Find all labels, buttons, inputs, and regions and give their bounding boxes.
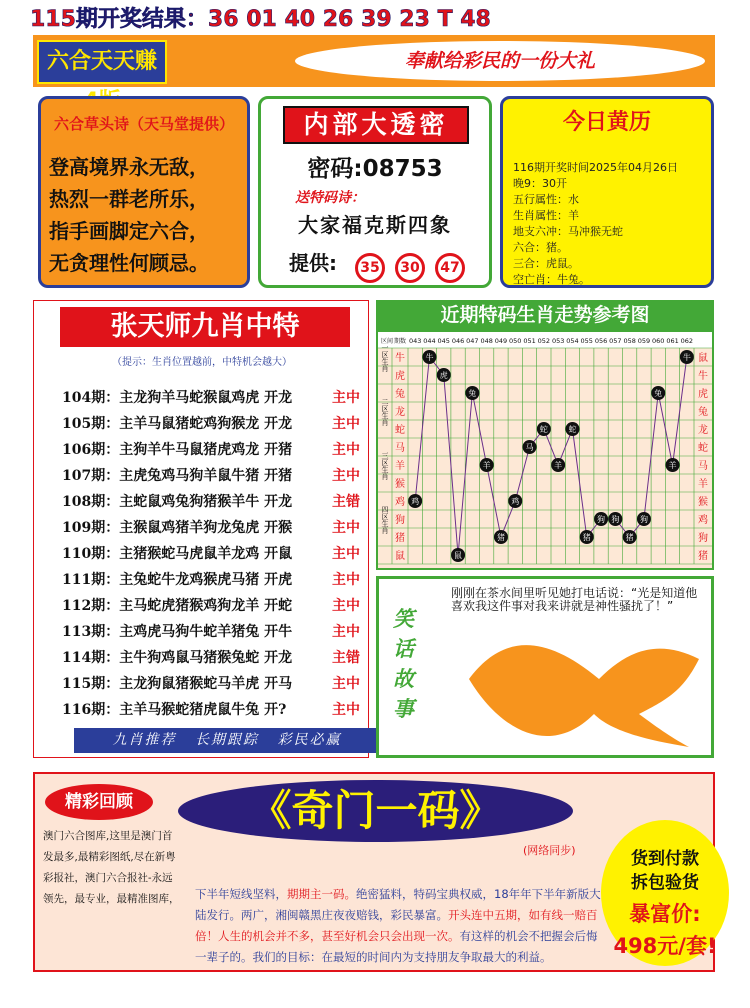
price-value: 498元/套! bbox=[613, 934, 717, 958]
poem-line: 无贪理性何顾忌。 bbox=[49, 251, 209, 275]
trend-point-label: 羊 bbox=[554, 461, 563, 470]
almanac-line: 地支六冲：马冲猴无蛇 bbox=[513, 225, 623, 238]
prediction-text: 111期：主兔蛇牛龙鸡猴虎马猪 开虎 bbox=[62, 572, 293, 588]
trend-point-label: 鼠 bbox=[454, 551, 463, 560]
prediction-row bbox=[62, 387, 360, 407]
corner-label: 区间 bbox=[381, 338, 394, 345]
trend-chart-area bbox=[378, 332, 712, 568]
right-label: 龙 bbox=[698, 425, 708, 436]
zone-label: 一区生肖 bbox=[381, 344, 389, 372]
prediction-text: 110期：主猪猴蛇马虎鼠羊龙鸡 开鼠 bbox=[62, 546, 293, 562]
right-label: 鸡 bbox=[698, 515, 708, 526]
period-tick: 056 bbox=[594, 337, 608, 345]
prediction-text: 106期：主狗羊牛马鼠猪虎鸡龙 开猪 bbox=[62, 442, 293, 458]
prediction-text: 114期：主牛狗鸡鼠马猪猴兔蛇 开龙 bbox=[62, 650, 293, 666]
number-ball: 47 bbox=[435, 253, 465, 283]
trend-point-label: 虎 bbox=[439, 371, 448, 380]
right-label: 鼠 bbox=[698, 353, 708, 364]
right-label: 虎 bbox=[698, 389, 708, 400]
trend-point-label: 兔 bbox=[468, 389, 477, 398]
right-label: 马 bbox=[698, 461, 708, 472]
prediction-result: 主中 bbox=[332, 390, 360, 406]
period-tick: 059 bbox=[637, 337, 651, 345]
promo-body bbox=[195, 884, 605, 968]
prediction-result: 主中 bbox=[332, 572, 360, 588]
prediction-row bbox=[62, 595, 360, 615]
promo-body-part: 有这样的机会不把握会后悔一辈子的。我们的目标：在最短的时间内为支持朋友争取最大的利益。 bbox=[195, 929, 598, 964]
trend-point-label: 羊 bbox=[668, 461, 677, 470]
period-tick: 054 bbox=[566, 337, 579, 345]
nine-zodiac-title: 张天师九肖中特 bbox=[60, 307, 350, 347]
period-label: 期数 bbox=[394, 338, 407, 345]
trend-point-label: 鸡 bbox=[411, 497, 420, 506]
edition-title: 六合天天赚 bbox=[37, 40, 167, 84]
prediction-row bbox=[62, 465, 360, 485]
almanac-line: 116期开奖时间2025年04月26日 bbox=[513, 161, 678, 174]
prediction-row bbox=[62, 569, 360, 589]
almanac-line: 六合：猪。 bbox=[513, 241, 568, 254]
promo-body-part: 期期主一码。 bbox=[287, 887, 356, 901]
period-tick: 044 bbox=[423, 337, 436, 345]
trend-point-label: 蛇 bbox=[539, 425, 548, 434]
trend-point-label: 兔 bbox=[654, 389, 663, 398]
prediction-result: 主中 bbox=[332, 598, 360, 614]
promo-body-part: 开头连中五期，如有线一赔百倍！人生的机会并不多，甚至好机会只会出现一次。 bbox=[195, 908, 598, 943]
period-tick: 045 bbox=[437, 337, 450, 345]
prediction-text: 115期：主龙狗鼠猪猴蛇马羊虎 开马 bbox=[62, 676, 293, 692]
period-tick: 058 bbox=[623, 337, 636, 345]
nine-zodiac-panel bbox=[33, 300, 369, 758]
row-label: 龙 bbox=[395, 407, 405, 418]
period-tick: 043 bbox=[408, 337, 422, 345]
trend-chart-panel bbox=[376, 300, 714, 570]
trend-point-label: 蛇 bbox=[568, 425, 577, 434]
poem-line: 登高境界永无敌， bbox=[49, 155, 209, 179]
row-label: 猪 bbox=[395, 533, 405, 544]
promo-left-text: 澳门六合图库,这里是澳门首发最多,最精彩图纸,尽在新粤彩报社，澳门六合报社-永远领先，最专业，最精准图库， bbox=[43, 830, 180, 905]
right-label: 蛇 bbox=[698, 443, 708, 454]
right-label: 狗 bbox=[698, 533, 708, 544]
almanac-line: 五行属性：水 bbox=[513, 193, 579, 206]
prediction-text: 109期：主猴鼠鸡猪羊狗龙兔虎 开猴 bbox=[62, 520, 293, 536]
period-tick: 048 bbox=[480, 337, 493, 345]
prediction-result: 主中 bbox=[332, 676, 360, 692]
story-text: 刚刚在茶水间里听见她打电话说：“光是知道他喜欢我这件事对我来讲就是神性骚扰了！” bbox=[451, 586, 698, 613]
right-label: 猴 bbox=[698, 497, 708, 508]
promo-panel bbox=[33, 772, 715, 972]
row-label: 兔 bbox=[395, 389, 405, 400]
poem-line: 热烈一群老所乐， bbox=[49, 187, 209, 211]
period-tick: 047 bbox=[466, 337, 479, 345]
prediction-result: 主中 bbox=[332, 546, 360, 562]
right-label: 兔 bbox=[698, 407, 708, 418]
row-label: 蛇 bbox=[395, 425, 405, 436]
promo-body-part: 下半年短线坚料， bbox=[195, 887, 287, 901]
price-label: 暴富价: bbox=[629, 902, 701, 926]
almanac-title: 今日黄历 bbox=[562, 109, 651, 135]
row-label: 猴 bbox=[395, 479, 405, 490]
trend-point-label: 羊 bbox=[482, 461, 491, 470]
prediction-result: 主中 bbox=[332, 624, 360, 640]
prediction-result: 主错 bbox=[332, 650, 360, 666]
number-ball: 35 bbox=[355, 253, 385, 283]
almanac-box bbox=[500, 96, 714, 288]
nine-zodiac-hint: （提示：生肖位置越前，中特机会越大） bbox=[112, 357, 292, 368]
prediction-result: 主中 bbox=[332, 442, 360, 458]
right-label: 羊 bbox=[698, 479, 708, 490]
inspect-label: 拆包验货 bbox=[631, 873, 699, 893]
period-tick: 055 bbox=[580, 337, 593, 345]
period-tick: 053 bbox=[551, 337, 565, 345]
zone-label: 四区生肖 bbox=[381, 506, 389, 534]
row-label: 虎 bbox=[395, 371, 405, 382]
row-label: 鸡 bbox=[395, 497, 405, 508]
zone-label: 二区生肖 bbox=[381, 398, 389, 426]
promo-body-part: 绝密猛料，特码宝典权威，18年年下半年新版大陆发行。两广，湘闽赣黑庄夜夜赔钱，彩民暴富。 bbox=[195, 887, 601, 922]
prediction-row bbox=[62, 673, 360, 693]
row-label: 马 bbox=[395, 443, 405, 454]
secret-box bbox=[258, 96, 492, 288]
prediction-result: 主中 bbox=[332, 702, 360, 718]
provide-label: 提供: bbox=[289, 251, 337, 275]
header-bar bbox=[0, 0, 750, 32]
period-tick: 046 bbox=[451, 337, 465, 345]
prediction-text: 116期：主羊马猴蛇猪虎鼠牛兔 开? bbox=[62, 702, 287, 718]
period-tick: 061 bbox=[666, 337, 679, 345]
prediction-row bbox=[62, 699, 360, 719]
prediction-result: 主中 bbox=[332, 416, 360, 432]
review-badge: 精彩回顾 bbox=[45, 784, 153, 820]
prediction-text: 105期：主羊马鼠猪蛇鸡狗猴龙 开龙 bbox=[62, 416, 293, 432]
promo-title: 《奇门一码》 bbox=[249, 786, 502, 835]
trend-point-label: 狗 bbox=[597, 515, 606, 524]
poem-box bbox=[38, 96, 250, 288]
trend-point-label: 牛 bbox=[425, 353, 434, 362]
period-tick: 062 bbox=[680, 337, 694, 345]
row-label: 牛 bbox=[395, 353, 405, 364]
poem-subtitle: 六合草头诗（天马堂提供） bbox=[53, 115, 234, 133]
almanac-line: 三合：虎鼠。 bbox=[513, 257, 579, 270]
prediction-row bbox=[62, 413, 360, 433]
trend-point-label: 马 bbox=[525, 443, 534, 452]
period-tick: 051 bbox=[523, 337, 536, 345]
prediction-row bbox=[62, 647, 360, 667]
row-label: 羊 bbox=[395, 461, 405, 472]
trend-point-label: 鸡 bbox=[511, 497, 520, 506]
nine-zodiac-footer: 九肖推荐 长期跟踪 彩民必赢 bbox=[74, 728, 380, 753]
slogan: 奉献给彩民的一份大礼 bbox=[295, 41, 705, 81]
prediction-row bbox=[62, 517, 360, 537]
story-side-label: 笑话故事 bbox=[393, 606, 414, 721]
secret-subtitle: 送特码诗： bbox=[295, 190, 365, 206]
trend-point-label: 猪 bbox=[496, 533, 505, 542]
trend-chart-title: 近期特码生肖走势参考图 bbox=[376, 300, 714, 330]
fish-shape bbox=[459, 619, 709, 749]
zone-label: 三区生肖 bbox=[381, 452, 389, 480]
row-label: 鼠 bbox=[395, 551, 405, 562]
prediction-result: 主中 bbox=[332, 520, 360, 536]
prediction-result: 主错 bbox=[332, 494, 360, 510]
password: 密码:08753 bbox=[307, 156, 443, 182]
period-tick: 060 bbox=[652, 337, 665, 345]
row-label: 狗 bbox=[395, 515, 405, 526]
trend-chart bbox=[378, 332, 712, 568]
right-label: 猪 bbox=[698, 551, 708, 562]
almanac-line: 晚9：30开 bbox=[513, 177, 567, 190]
trend-point-label: 猪 bbox=[582, 533, 591, 542]
results-title: 115期开奖结果：36 01 40 26 39 23 T 48 bbox=[30, 7, 491, 32]
prediction-row bbox=[62, 621, 360, 641]
prediction-text: 107期：主虎兔鸡马狗羊鼠牛猪 开猪 bbox=[62, 468, 293, 484]
almanac-line: 空亡肖：牛兔。 bbox=[513, 273, 590, 286]
trend-point-label: 狗 bbox=[639, 515, 648, 524]
right-label: 牛 bbox=[698, 371, 708, 382]
prediction-text: 104期：主龙狗羊马蛇猴鼠鸡虎 开龙 bbox=[62, 390, 293, 406]
cod-label: 货到付款 bbox=[631, 849, 699, 869]
trend-point-label: 牛 bbox=[682, 353, 691, 362]
number-ball: 30 bbox=[395, 253, 425, 283]
prediction-row bbox=[62, 439, 360, 459]
secret-poem: 大家福克斯四象 bbox=[298, 213, 452, 237]
almanac-line: 生肖属性：羊 bbox=[513, 209, 579, 222]
period-tick: 049 bbox=[494, 337, 508, 345]
story-panel bbox=[376, 576, 714, 758]
secret-title: 内部大透密 bbox=[283, 106, 469, 144]
prediction-text: 113期：主鸡虎马狗牛蛇羊猪兔 开牛 bbox=[62, 624, 293, 640]
poem-line: 指手画脚定六合， bbox=[49, 219, 209, 243]
trend-point-label: 猪 bbox=[625, 533, 634, 542]
prediction-result: 主中 bbox=[332, 468, 360, 484]
prediction-row bbox=[62, 543, 360, 563]
trend-point-label: 狗 bbox=[611, 515, 620, 524]
network-sync: (网络同步) bbox=[523, 844, 576, 857]
period-tick: 052 bbox=[537, 337, 551, 345]
prediction-text: 108期：主蛇鼠鸡兔狗猪猴羊牛 开龙 bbox=[62, 494, 293, 510]
period-tick: 050 bbox=[509, 337, 522, 345]
prediction-row bbox=[62, 491, 360, 511]
prediction-text: 112期：主马蛇虎猪猴鸡狗龙羊 开蛇 bbox=[62, 598, 293, 614]
period-tick: 057 bbox=[609, 337, 622, 345]
